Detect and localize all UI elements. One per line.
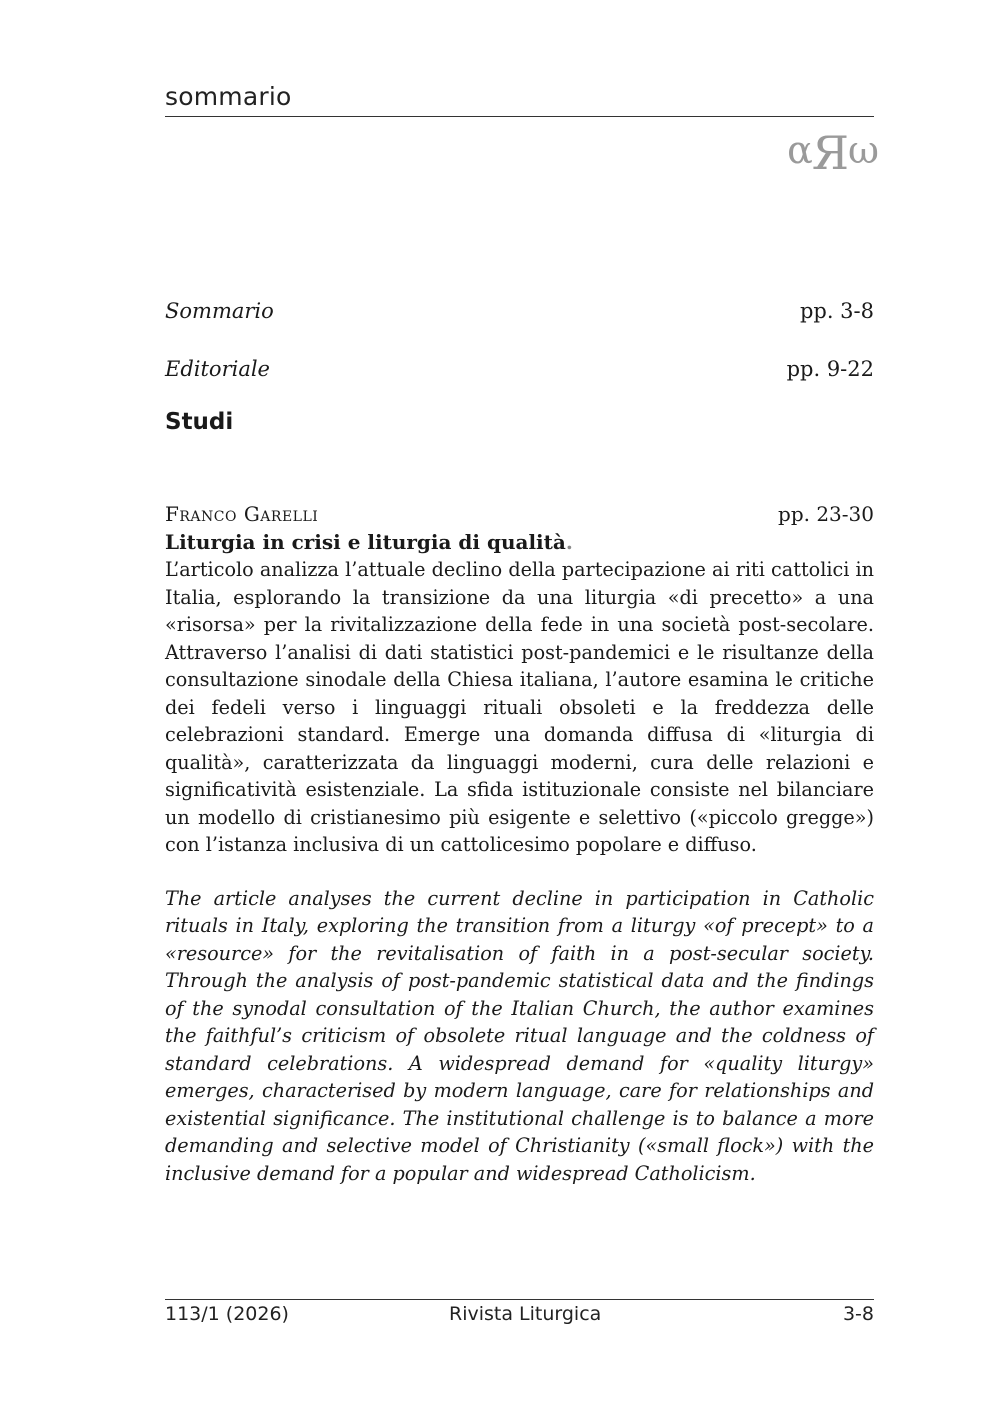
footer-journal: Rivista Liturgica: [449, 1303, 602, 1325]
logo-alpha: α: [787, 128, 812, 172]
footer-volume: 113/1 (2026): [165, 1303, 289, 1325]
article-title-end: .: [565, 530, 573, 554]
abstract-italian: L’articolo analizza l’attuale declino della partecipazione ai riti cattolici in Italia, esplorando la transizione da una liturgia «di precetto» a una «risorsa» per la rivitalizzazione della fede in una società post-secolare. Attraverso l’analisi di dati statistici post-pandemici e le risultanze della consultazione sinodale della Chiesa italiana, l’autore esamina le critiche dei fedeli verso i linguaggi rituali obsoleti e la freddezza delle celebrazioni standard. Emerge una domanda diffusa di «liturgia di qualità», caratterizzata da linguaggi moderni, cura delle relazioni e significatività esistenziale. La sfida istituzionale consiste nel bilanciare un modello di cristianesimo più esigente e selettivo («piccolo gregge») con l’istanza inclusiva di un cattolicesimo popolare e diffuso.: [165, 558, 874, 856]
article-author-row: [165, 500, 874, 528]
header-divider: [165, 116, 874, 117]
footer-pages: 3-8: [842, 1303, 874, 1325]
toc-entry-pages: pp. 3-8: [799, 299, 874, 323]
article-title: [165, 528, 874, 556]
abstract-english: The article analyses the current decline in participation in Catholic rituals in Italy, exploring the transition from a liturgy «of precept» to a «resource» for the revitalisation of faith in a post-secular society. Through the analysis of post-pandemic statistical data and the findings of the synodal consultation of the Italian Church, the author examines the faithful’s criticism of obsolete ritual language and the coldness of standard celebrations. A widespread demand for «quality liturgy» emerges, characterised by modern language, care for relationships and existential significance. The institutional challenge is to balance a more demanding and selective model of Christianity («small flock») with the inclusive demand for a popular and widespread Catholicism.: [165, 886, 874, 1185]
toc-entry-editoriale: [165, 357, 874, 381]
toc-entry-sommario: [165, 299, 874, 323]
article-entry: [165, 500, 874, 1206]
logo-omega: ω: [848, 128, 878, 172]
logo-middle: Я: [811, 126, 848, 180]
article-title-text: Liturgia in crisi e liturgia di qualità: [165, 530, 566, 554]
toc-entry-title: Editoriale: [165, 357, 270, 381]
article-pages: pp. 23-30: [778, 502, 874, 526]
running-head: sommario: [165, 82, 292, 111]
article-author: Franco Garelli: [165, 502, 319, 526]
footer-divider: [165, 1299, 874, 1300]
section-heading: Studi: [165, 409, 234, 435]
toc-entry-pages: pp. 9-22: [786, 357, 874, 381]
toc-entry-title: Sommario: [165, 299, 274, 323]
journal-logo: [778, 128, 878, 184]
